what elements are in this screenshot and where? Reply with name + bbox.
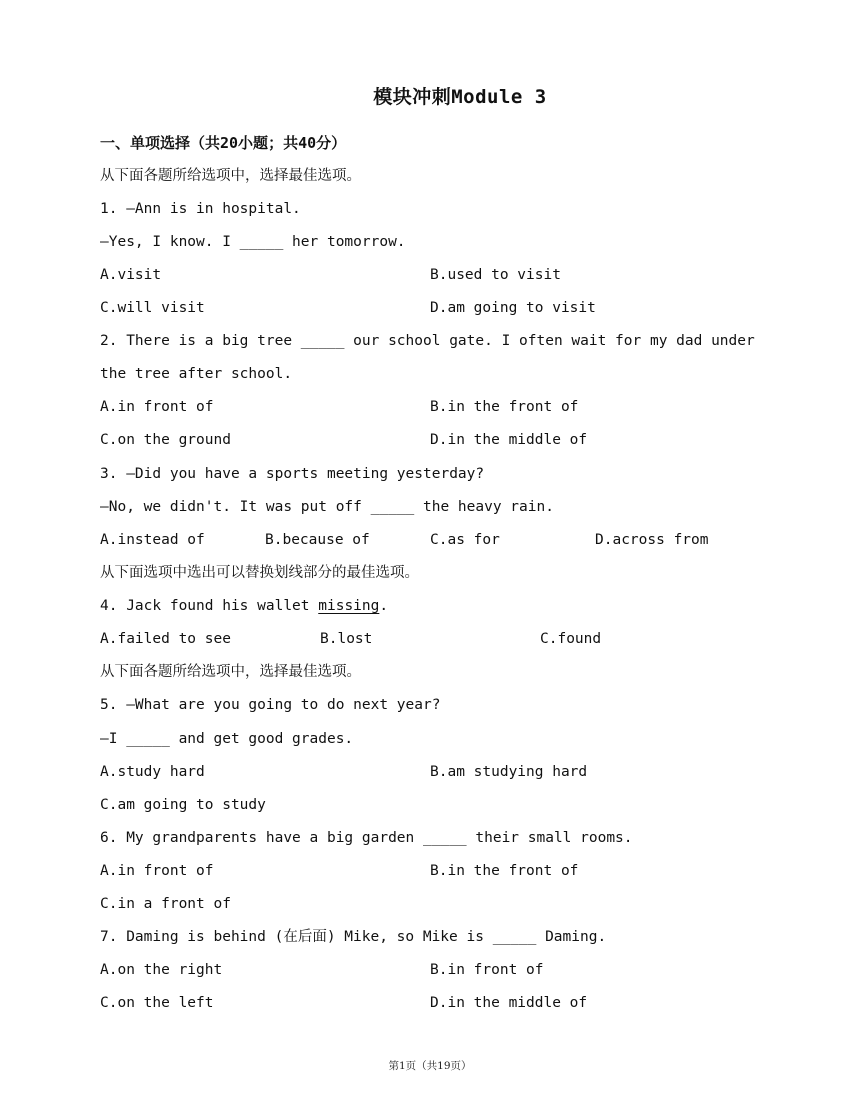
section-heading: 一、单项选择（共20小题；共40分） <box>100 134 347 152</box>
question-6-option-b: B.in the front of <box>430 863 579 879</box>
question-7-option-d: D.in the middle of <box>430 995 588 1011</box>
question-4-underlined-word: missing <box>318 598 380 614</box>
question-7-option-c: C.on the left <box>100 995 214 1011</box>
instruction: 从下面选项中选出可以替换划线部分的最佳选项。 <box>100 565 419 581</box>
question-2-option-c: C.on the ground <box>100 432 231 448</box>
question-3-line-2: —No, we didn't. It was put off _____ the heavy rain. <box>100 499 554 515</box>
question-3-stem: 3. —Did you have a sports meeting yesterday? <box>100 466 485 482</box>
question-3-option-c: C.as for <box>430 532 500 548</box>
question-6-stem: 6. My grandparents have a big garden _____ their small rooms. <box>100 830 633 846</box>
question-2-option-d: D.in the middle of <box>430 432 588 448</box>
question-5-line-2: —I _____ and get good grades. <box>100 731 354 747</box>
page-title: 模块冲刺Module 3 <box>373 86 547 108</box>
question-4-option-c: C.found <box>540 631 602 647</box>
question-3-option-d: D.across from <box>595 532 709 548</box>
question-2-line-2: the tree after school. <box>100 366 293 382</box>
question-2-stem: 2. There is a big tree _____ our school gate. I often wait for my dad under <box>100 333 755 349</box>
question-4-prefix: 4. Jack found his wallet <box>100 598 319 614</box>
question-5-option-a: A.study hard <box>100 764 205 780</box>
question-2-option-b: B.in the front of <box>430 399 579 415</box>
question-3-option-b: B.because of <box>265 532 370 548</box>
question-5-option-b: B.am studying hard <box>430 764 588 780</box>
instruction: 从下面各题所给选项中，选择最佳选项。 <box>100 664 361 680</box>
question-4-suffix: . <box>379 598 389 614</box>
question-2-option-a: A.in front of <box>100 399 214 415</box>
question-7-stem: 7. Daming is behind (在后面) Mike, so Mike is _____ Daming. <box>100 929 607 945</box>
question-6-option-c: C.in a front of <box>100 896 231 912</box>
question-5-stem: 5. —What are you going to do next year? <box>100 697 441 713</box>
question-1-option-d: D.am going to visit <box>430 300 596 316</box>
question-1-line-2: —Yes, I know. I _____ her tomorrow. <box>100 234 406 250</box>
instruction: 从下面各题所给选项中，选择最佳选项。 <box>100 168 361 184</box>
question-3-option-a: A.instead of <box>100 532 205 548</box>
question-7-option-b: B.in front of <box>430 962 544 978</box>
question-1-stem: 1. —Ann is in hospital. <box>100 201 301 217</box>
question-4-option-b: B.lost <box>320 631 373 647</box>
question-4-stem <box>100 596 388 616</box>
question-6-option-a: A.in front of <box>100 863 214 879</box>
page-number-footer: 第1页（共19页） <box>388 1060 472 1072</box>
question-7-option-a: A.on the right <box>100 962 223 978</box>
question-5-option-c: C.am going to study <box>100 797 266 813</box>
question-4-option-a: A.failed to see <box>100 631 231 647</box>
question-1-option-b: B.used to visit <box>430 267 561 283</box>
question-1-option-c: C.will visit <box>100 300 205 316</box>
question-1-option-a: A.visit <box>100 267 162 283</box>
